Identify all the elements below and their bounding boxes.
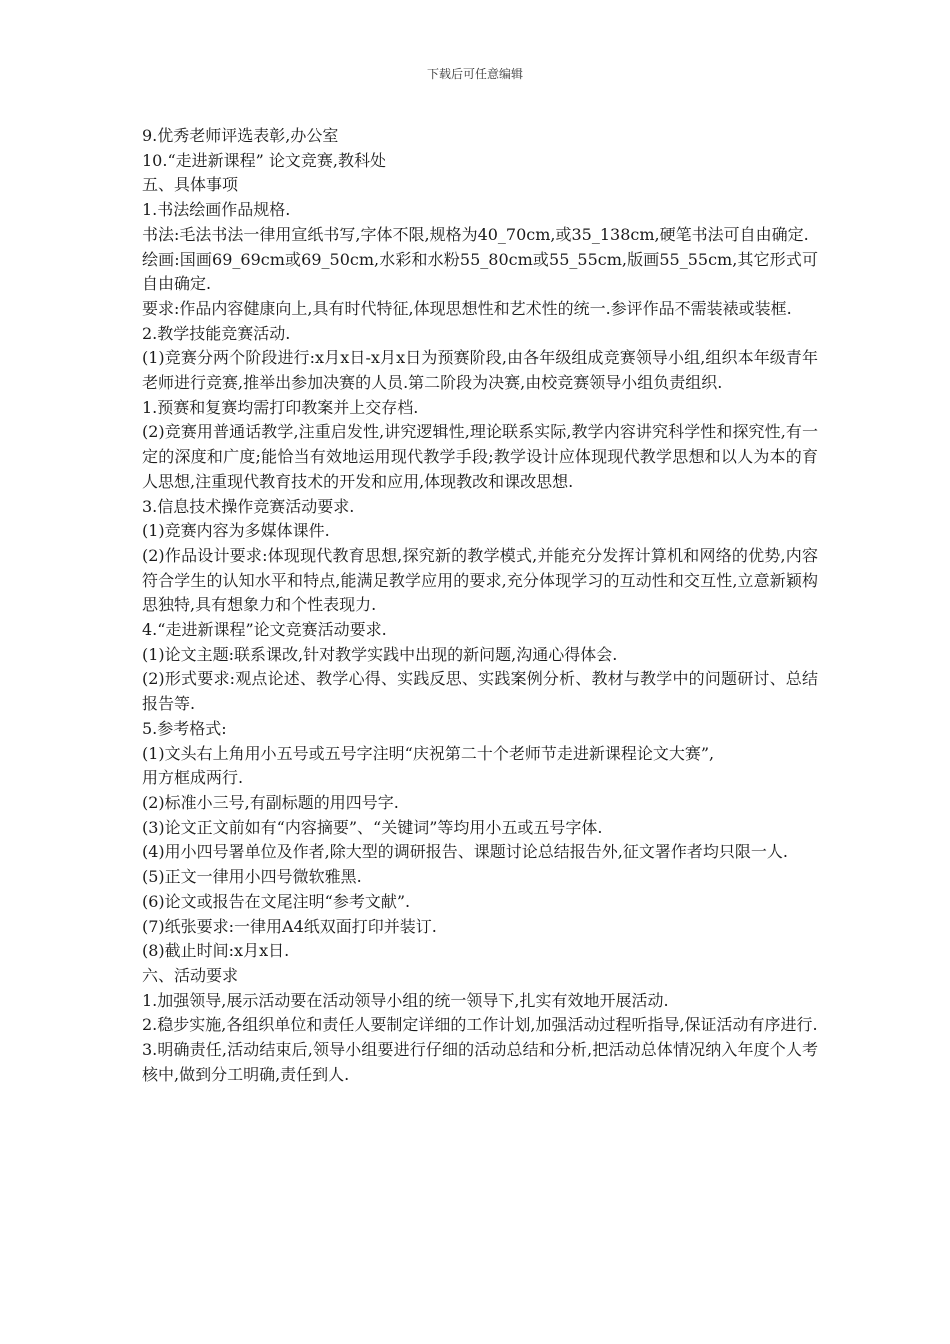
paragraph-31: 3.明确责任,活动结束后,领导小组要进行仔细的活动总结和分析,把活动总体情况纳入年度个人考核中,做到分工明确,责任到人. (142, 1040, 818, 1084)
paragraph-21: (2)标准小三号,有副标题的用四号字. (142, 792, 399, 812)
paragraph-22: (3)论文正文前如有“内容摘要”、“关键词”等均用小五或五号字体. (142, 817, 603, 837)
paragraph-26: (7)纸张要求:一律用A4纸双面打印并装订. (142, 916, 437, 936)
paragraph-9: (1)竞赛分两个阶段进行:x月x日-x月x日为预赛阶段,由各年级组成竞赛领导小组,组织本年级青年老师进行竞赛,推举出参加决赛的人员.第二阶段为决赛,由校竞赛领导小组负责组织. (142, 348, 818, 393)
paragraph-2: 10.“走进新课程” 论文竞赛,教科处 (142, 150, 386, 170)
paragraph-19: (1)文头右上角用小五号或五号字注明“庆祝第二十个老师节走进新课程论文大赛”, (142, 743, 715, 763)
paragraph-20: 用方框成两行. (142, 768, 244, 788)
paragraph-16: (1)论文主题:联系课改,针对教学实践中出现的新问题,沟通心得体会. (142, 644, 618, 664)
document-body (142, 124, 818, 1087)
paragraph-25: (6)论文或报告在文尾注明“参考文献”. (142, 891, 411, 911)
paragraph-24: (5)正文一律用小四号微软雅黑. (142, 867, 362, 887)
paragraph-6: 绘画:国画69_69cm或69_50cm,水彩和水粉55_80cm或55_55cm,版画55_55cm,其它形式可自由确定. (142, 249, 818, 294)
page-header: 下载后可任意编辑 (426, 67, 523, 81)
paragraph-12: 3.信息技术操作竞赛活动要求. (142, 496, 355, 516)
paragraph-29: 1.加强领导,展示活动要在活动领导小组的统一领导下,扎实有效地开展活动. (142, 990, 669, 1010)
paragraph-23: (4)用小四号署单位及作者,除大型的调研报告、课题讨论总结报告外,征文署作者均只限一人. (142, 842, 788, 862)
paragraph-15: 4.“走进新课程”论文竞赛活动要求. (142, 620, 387, 640)
paragraph-27: (8)截止时间:x月x日. (142, 941, 290, 961)
paragraph-17: (2)形式要求:观点论述、教学心得、实践反思、实践案例分析、教材与教学中的问题研讨、总结报告等. (142, 669, 818, 714)
paragraph-7: 要求:作品内容健康向上,具有时代特征,体现思想性和艺术性的统一.参评作品不需装裱或装框. (142, 298, 792, 318)
paragraph-18: 5.参考格式: (142, 718, 227, 738)
paragraph-11: (2)竞赛用普通话教学,注重启发性,讲究逻辑性,理论联系实际,教学内容讲究科学性和探究性,有一定的深度和广度;能恰当有效地运用现代教学手段;教学设计应体现现代教学思想和以人为本的育人思想,注重现代教育技术的开发和应用,体现教改和课改思想. (142, 422, 818, 491)
section-heading-5: 五、具体事项 (142, 175, 239, 195)
paragraph-30: 2.稳步实施,各组织单位和责任人要制定详细的工作计划,加强活动过程听指导,保证活动有序进行. (142, 1015, 818, 1035)
paragraph-4: 1.书法绘画作品规格. (142, 200, 291, 220)
paragraph-10: 1.预赛和复赛均需打印教案并上交存档. (142, 397, 419, 417)
paragraph-5: 书法:毛法书法一律用宣纸书写,字体不限,规格为40_70cm,或35_138cm,硬笔书法可自由确定. (142, 224, 809, 244)
paragraph-8: 2.教学技能竞赛活动. (142, 323, 291, 343)
paragraph-1: 9.优秀老师评选表彰,办公室 (142, 126, 339, 145)
paragraph-14: (2)作品设计要求:体现现代教育思想,探究新的教学模式,并能充分发挥计算机和网络的优势,内容符合学生的认知水平和特点,能满足教学应用的要求,充分体现学习的互动性和交互性,立意新颖构思独特,具有想象力和个性表现力. (142, 545, 818, 615)
paragraph-13: (1)竞赛内容为多媒体课件. (142, 521, 330, 541)
section-heading-6: 六、活动要求 (142, 965, 239, 985)
